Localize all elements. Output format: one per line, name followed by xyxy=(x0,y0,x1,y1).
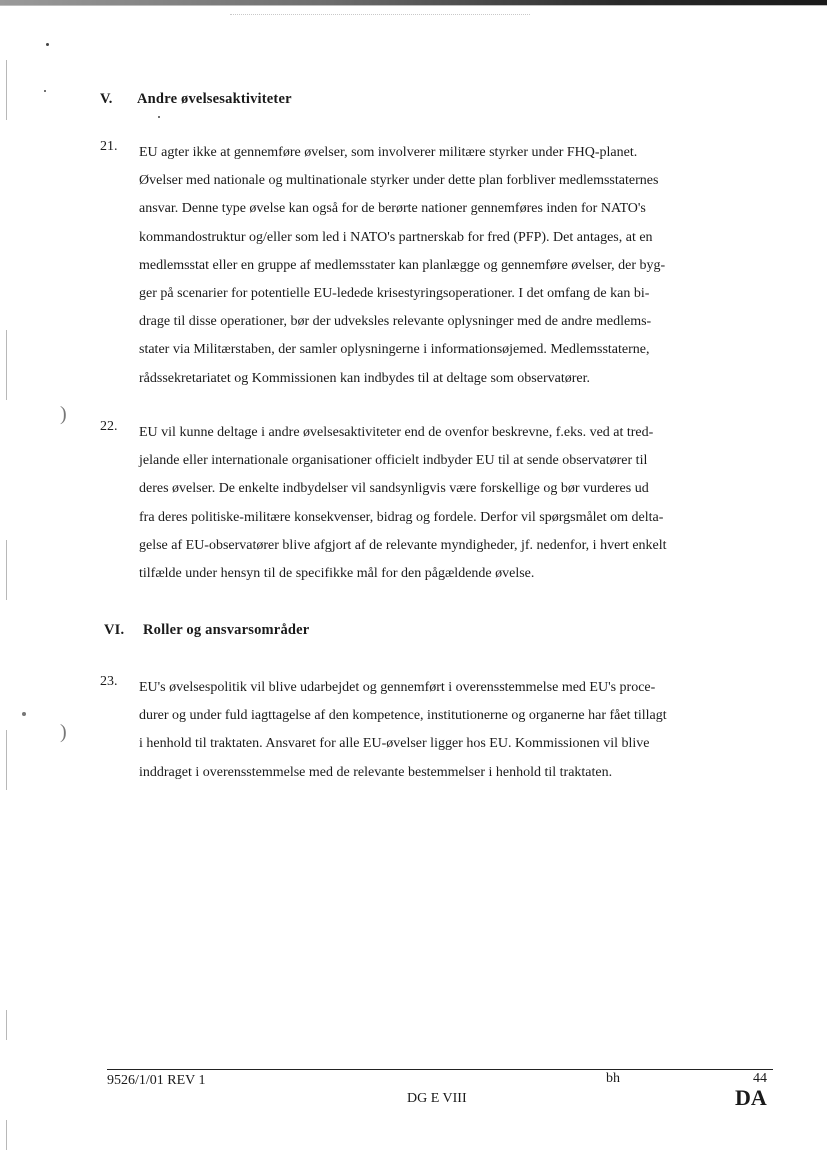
section-title: Andre øvelsesaktiviteter xyxy=(137,91,292,107)
paragraph-line: ansvar. Denne type øvelse kan også for de berørte nationer gennemføres inden for NATO's xyxy=(139,201,646,217)
footer-page-number: 44 xyxy=(753,1071,767,1086)
paragraph-line: durer og under fuld iagttagelse af den kompetence, institutionerne og organerne har fået tillagt xyxy=(139,708,667,724)
footer-rule xyxy=(107,1069,773,1070)
paragraph-line: EU vil kunne deltage i andre øvelsesaktiviteter end de ovenfor beskrevne, f.eks. ved at tred- xyxy=(139,425,654,440)
margin-scan-line xyxy=(6,1120,7,1150)
paragraph-body xyxy=(139,139,665,393)
paragraph-line: deres øvelser. De enkelte indbydelser vil sandsynligvis være forskellige og bør vurderes ud xyxy=(139,481,649,497)
paragraph-line: Øvelser med nationale og multinationale styrker under dette plan forbliver medlemsstaternes xyxy=(139,173,659,189)
section-number: V. xyxy=(100,91,113,107)
paragraph-number: 21. xyxy=(100,139,118,154)
margin-scan-line xyxy=(6,540,7,600)
footer-directorate: DG E VIII xyxy=(407,1091,467,1106)
scan-top-edge-thin xyxy=(0,5,827,6)
paragraph-line: inddraget i overensstemmelse med de relevante bestemmelser i henhold til traktaten. xyxy=(139,764,613,780)
paragraph-line: stater via Militærstaben, der samler oplysningerne i informationsøjemed. Medlemsstaterne, xyxy=(139,342,650,358)
footer-initials: bh xyxy=(606,1071,620,1086)
margin-scan-line xyxy=(6,60,7,120)
paragraph xyxy=(100,419,760,594)
paragraph-line: kommandostruktur og/eller som led i NATO's partnerskab for fred (PFP). Det antages, at en xyxy=(139,229,653,245)
paragraph-line: i henhold til traktaten. Ansvaret for alle EU-øvelser ligger hos EU. Kommissionen vil blive xyxy=(139,736,650,752)
margin-scan-line xyxy=(6,730,7,790)
scan-speck xyxy=(44,90,46,92)
section-title: Roller og ansvarsområder xyxy=(143,622,310,638)
paragraph-line: rådssekretariatet og Kommissionen kan indbydes til at deltage som observatører. xyxy=(139,370,590,386)
margin-scan-line xyxy=(6,330,7,400)
scan-speck xyxy=(22,712,26,716)
paragraph xyxy=(100,674,760,794)
scan-speck xyxy=(158,116,160,118)
margin-scan-line xyxy=(6,1010,7,1040)
section-number: VI. xyxy=(104,622,125,638)
paragraph-line: EU's øvelsespolitik vil blive udarbejdet og gennemført i overensstemmelse med EU's proce- xyxy=(139,680,656,695)
paragraph-line: EU agter ikke at gennemføre øvelser, som involverer militære styrker under FHQ-planet. xyxy=(139,145,638,160)
paragraph-number: 23. xyxy=(100,674,118,689)
scan-paren-mark: ) xyxy=(60,721,67,743)
footer-language-code: DA xyxy=(735,1085,767,1110)
paragraph xyxy=(100,139,760,399)
paragraph-line: ger på scenarier for potentielle EU-ledede krisestyringsoperationer. I det omfang de kan bi- xyxy=(139,285,650,301)
paragraph-number: 22. xyxy=(100,419,118,434)
paragraph-line: medlemsstat eller en gruppe af medlemsstater kan planlægge og gennemføre øvelser, der byg- xyxy=(139,257,666,273)
footer-document-reference: 9526/1/01 REV 1 xyxy=(107,1073,206,1088)
paragraph-body xyxy=(139,419,667,588)
paragraph-line: jelande eller internationale organisationer officielt indbyder EU til at sende observatører til xyxy=(139,453,648,469)
scan-speck xyxy=(46,43,49,46)
paragraph-body xyxy=(139,674,667,787)
paragraph-line: gelse af EU-observatører blive afgjort af de relevante myndigheder, jf. nedenfor, i hvert enkelt xyxy=(139,537,667,553)
scan-artifact-marks xyxy=(230,14,530,19)
paragraph-line: tilfælde under hensyn til de specifikke mål for den pågældende øvelse. xyxy=(139,565,535,581)
paragraph-line: fra deres politiske-militære konsekvenser, bidrag og fordele. Derfor vil spørgsmålet om delta- xyxy=(139,509,664,525)
scan-paren-mark: ) xyxy=(60,403,67,425)
paragraph-line: drage til disse operationer, bør der udveksles relevante oplysninger med de andre medlems- xyxy=(139,314,652,330)
